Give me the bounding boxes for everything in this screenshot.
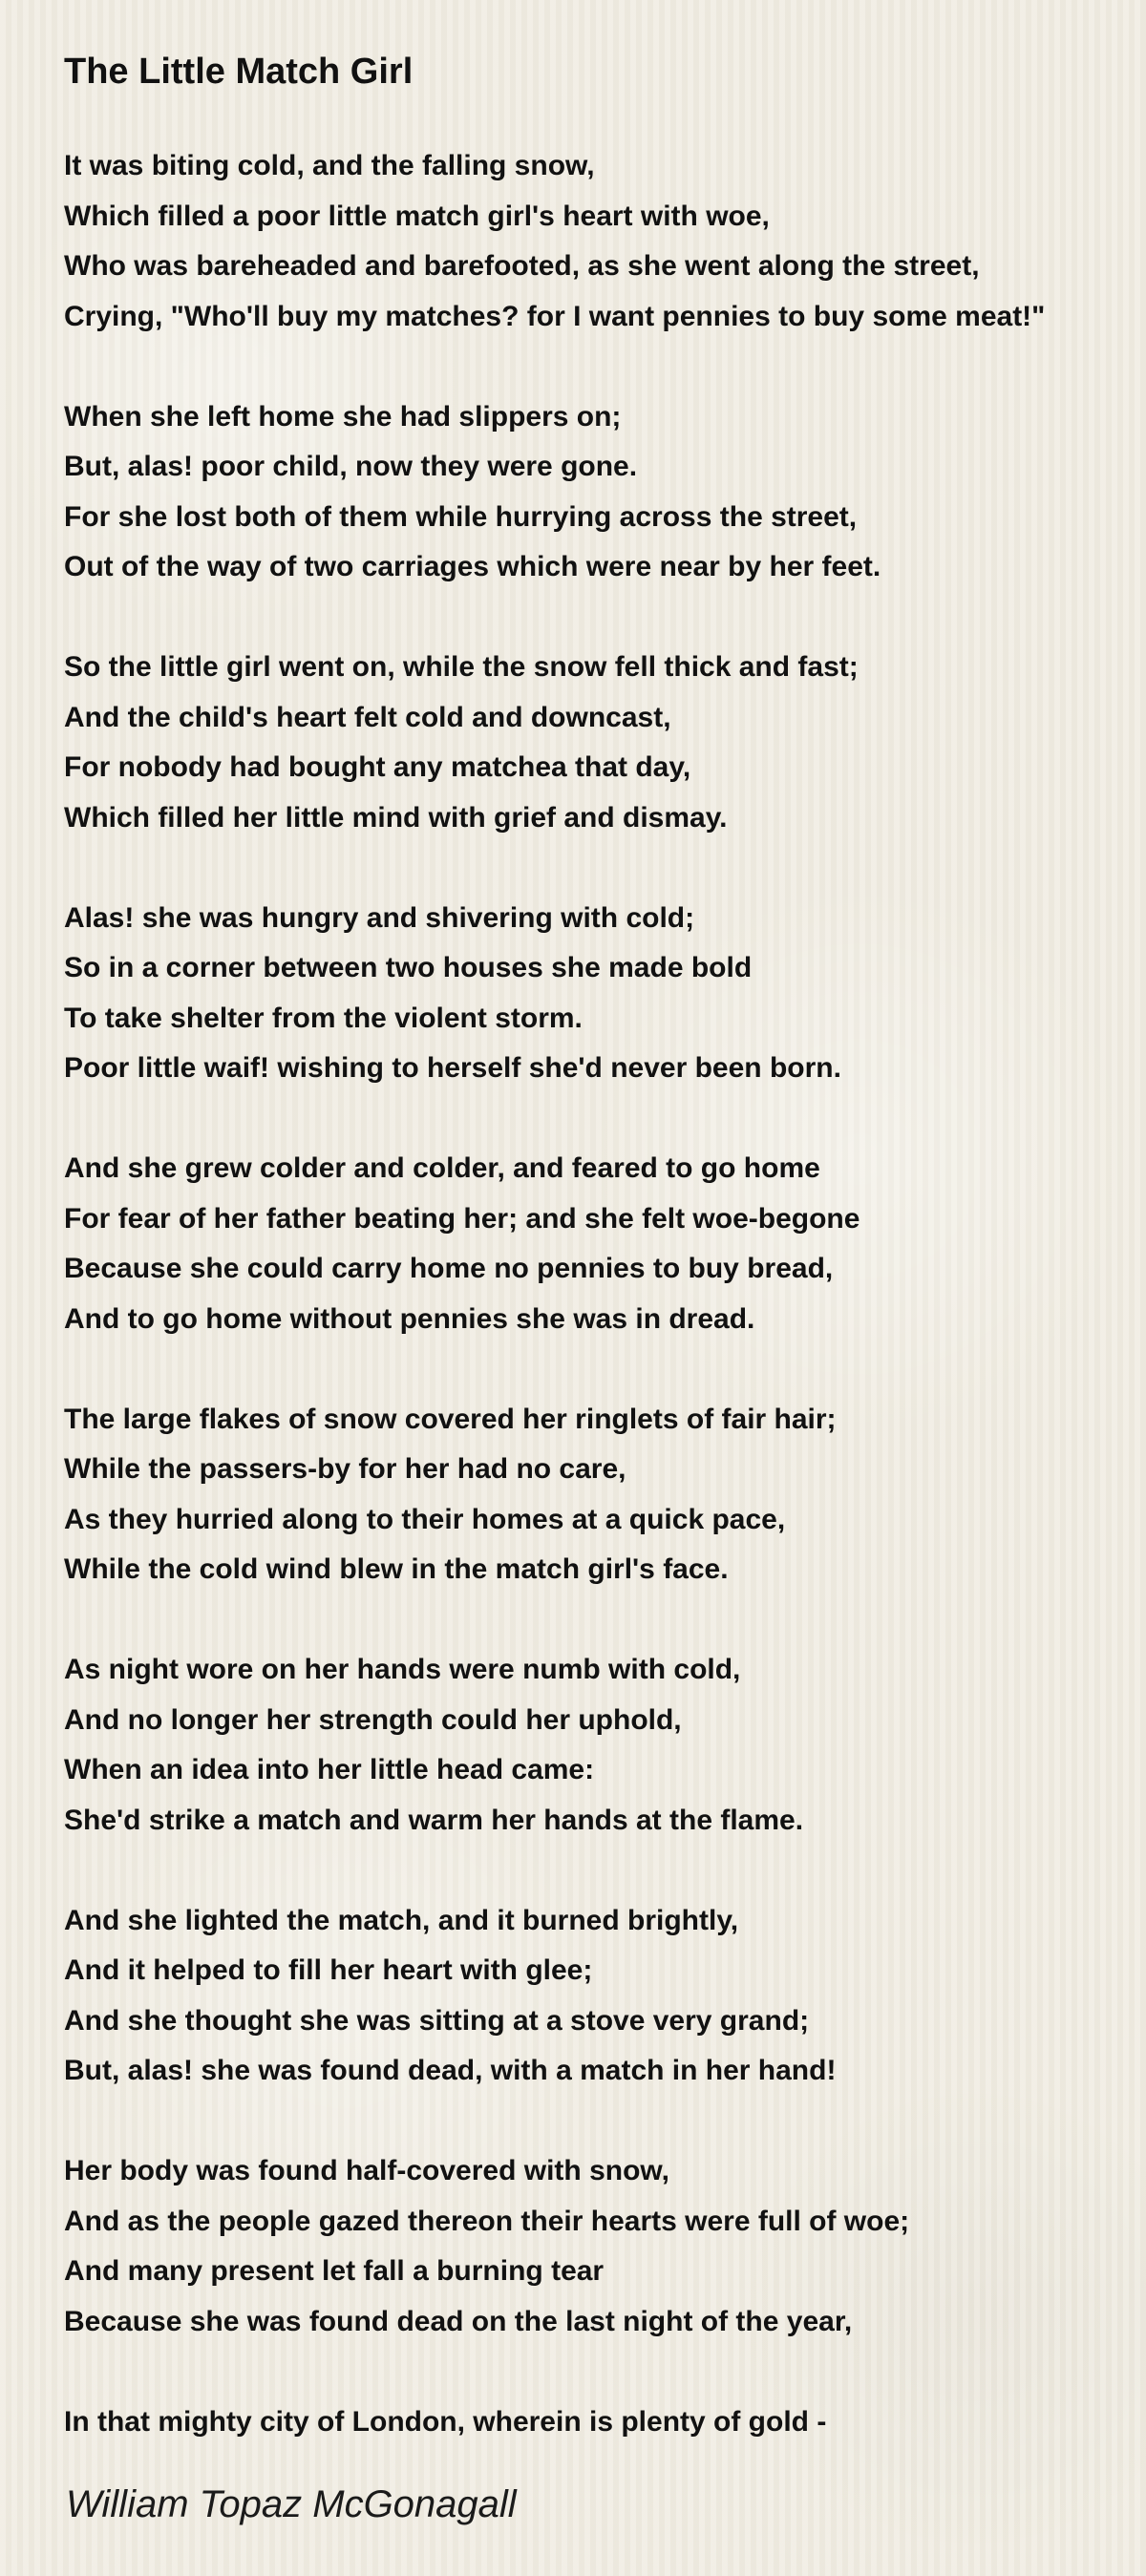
poem-line: And she thought she was sitting at a stove very grand; <box>64 2004 810 2037</box>
poem-line: Poor little waif! wishing to herself she'd never been born. <box>64 1052 841 1084</box>
poem-title: The Little Match Girl <box>64 52 414 92</box>
stanza <box>64 2397 1124 2448</box>
poem-line: For fear of her father beating her; and she felt woe-begone <box>64 1202 860 1235</box>
stanza <box>64 2146 1124 2347</box>
poem-line: And she grew colder and colder, and feared to go home <box>64 1152 820 1184</box>
poem-line: Which filled a poor little match girl's heart with woe, <box>64 200 770 232</box>
poem-line: Which filled her little mind with grief and dismay. <box>64 801 728 834</box>
poem-line: And many present let fall a burning tear <box>64 2255 605 2287</box>
poem-line: And she lighted the match, and it burned brightly, <box>64 1904 739 1936</box>
poem-line: And it helped to fill her heart with glee; <box>64 1954 593 1986</box>
poem-line: Alas! she was hungry and shivering with cold; <box>64 901 695 934</box>
stanza <box>64 392 1124 593</box>
poem-line: For nobody had bought any matchea that day, <box>64 751 691 783</box>
poem-line: Crying, "Who'll buy my matches? for I want pennies to buy some meat!" <box>64 300 1046 332</box>
poem-line: Her body was found half-covered with snow, <box>64 2155 669 2186</box>
poem-line: But, alas! poor child, now they were gone. <box>64 451 638 482</box>
poem-line: As they hurried along to their homes at a quick pace, <box>64 1503 786 1535</box>
stanza <box>64 643 1124 843</box>
poem-line: While the cold wind blew in the match girl's face. <box>64 1553 729 1585</box>
poem-line: For she lost both of them while hurrying across the street, <box>64 500 858 533</box>
poem-line: The large flakes of snow covered her ringlets of fair hair; <box>64 1403 837 1435</box>
poem-line: So in a corner between two houses she made bold <box>64 952 753 983</box>
poem-body <box>64 141 1124 2498</box>
stanza <box>64 1896 1124 2097</box>
stanza <box>64 1395 1124 1595</box>
poem-line: And as the people gazed thereon their hearts were full of woe; <box>64 2205 910 2237</box>
poem-line: She'd strike a match and warm her hands at the flame. <box>64 1804 804 1836</box>
poem-author: William Topaz McGonagall <box>66 2483 517 2525</box>
stanza <box>64 894 1124 1094</box>
poem-line: And the child's heart felt cold and downcast, <box>64 701 671 733</box>
poem-line: When she left home she had slippers on; <box>64 400 622 433</box>
poem-line: And no longer her strength could her uphold, <box>64 1703 682 1736</box>
poem-line: As night wore on her hands were numb with cold, <box>64 1654 741 1685</box>
stanza <box>64 1144 1124 1344</box>
poem-line: Who was bareheaded and barefooted, as she went along the street, <box>64 250 980 282</box>
poem-line: But, alas! she was found dead, with a match in her hand! <box>64 2055 837 2086</box>
poem-line: To take shelter from the violent storm. <box>64 1002 583 1034</box>
poem-line: Out of the way of two carriages which were near by her feet. <box>64 551 881 582</box>
poem-line: And to go home without pennies she was in dread. <box>64 1302 755 1335</box>
poem-line: So the little girl went on, while the snow fell thick and fast; <box>64 651 859 683</box>
stanza <box>64 141 1124 342</box>
poem-line: When an idea into her little head came: <box>64 1754 595 1785</box>
stanza <box>64 1645 1124 1846</box>
poem-line: It was biting cold, and the falling snow, <box>64 150 595 181</box>
poem-line: While the passers-by for her had no care, <box>64 1453 626 1485</box>
poem-line: Because she was found dead on the last night of the year, <box>64 2305 853 2337</box>
poem-line: Because she could carry home no pennies to buy bread, <box>64 1253 834 1284</box>
poem-line: In that mighty city of London, wherein is plenty of gold - <box>64 2405 827 2438</box>
